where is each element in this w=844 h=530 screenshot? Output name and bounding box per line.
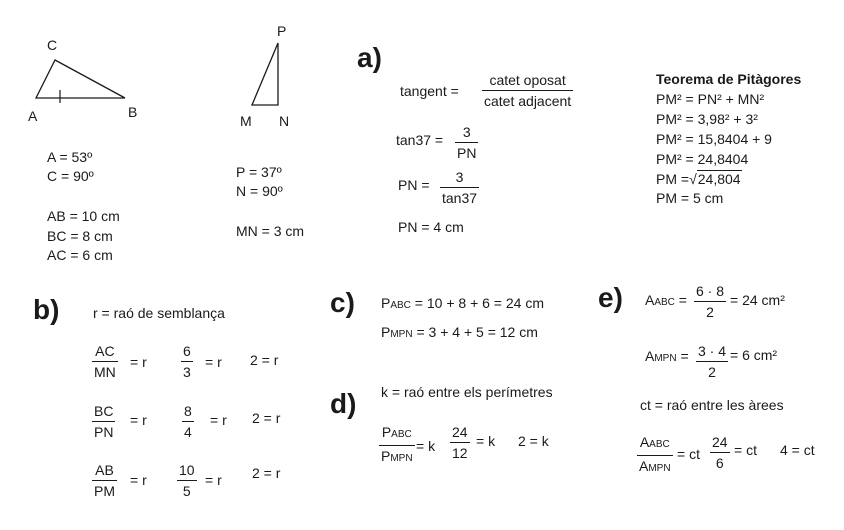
area-ratio-vnum: 24 [712,434,728,450]
area-ratio-den-subscript: MPN [648,463,671,474]
pythagoras-line-1: PM² = PN² + MN² [656,91,765,107]
section-b-heading: b) [33,294,60,325]
area-ratio-fraction [637,434,673,477]
mnp-side-mn: MN = 3 cm [236,223,305,239]
section-a-heading: a) [357,42,382,73]
vertex-label-b: B [128,104,138,120]
abc-side-bc: BC = 8 cm [47,228,113,244]
sqrt-symbol: √24,804 [689,171,741,187]
ratio-row-3-eq2: = r [205,472,222,488]
perimeter-ratio-num [380,424,414,443]
fraction-bar [694,301,726,302]
area-mpn-fraction [696,343,728,380]
tan37-denominator: PN [457,145,477,161]
perimeter-mpn-subscript: MPN [390,329,413,340]
perimeter-mpn-expression: = 3 + 4 + 5 = 12 cm [412,324,538,340]
ratio-row-3-vnum: 10 [179,462,195,478]
area-ratio-den-symbol: A [639,458,649,474]
ratio-row-2-fraction [92,403,115,440]
ratio-row-2-den: PN [94,424,114,440]
pythagoras-line-2: PM² = 3,98² + 3² [656,111,758,127]
tan37-fraction [455,124,478,161]
ratio-row-1-eq2: = r [205,354,222,370]
perimeter-abc-subscript: ABC [390,300,411,311]
ratio-row-1-den: MN [94,364,116,380]
fraction-bar [455,142,478,143]
perimeter-ratio-definition: k = raó entre els perímetres [381,384,553,400]
abc-side-ab: AB = 10 cm [47,208,120,224]
perimeter-ratio-num-symbol: P [381,424,392,440]
ratio-definition: r = raó de semblança [93,305,225,321]
fraction-bar [450,442,470,443]
perimeter-ratio-den [379,448,415,467]
abc-angle-a: A = 53º [47,149,93,165]
pn-fraction [440,169,479,206]
fraction-bar [92,480,117,481]
area-ratio-result: 4 = ct [780,442,815,458]
pythagoras-sqrt-line [656,171,742,187]
ratio-row-2-eq1: = r [130,412,147,428]
tangent-numerator: catet oposat [489,72,566,88]
mnp-angle-p: P = 37º [236,164,282,180]
area-abc-den: 2 [706,304,714,320]
vertex-label-a: A [28,108,38,124]
ratio-row-1-fraction [92,343,118,380]
ratio-row-1-result: 2 = r [250,352,279,368]
ratio-row-1-vnum: 6 [183,343,191,359]
area-abc-num: 6 · 8 [696,283,725,299]
perimeter-mpn-symbol: P [381,324,391,340]
section-c-heading: c) [330,287,355,318]
ratio-row-2-num: BC [94,403,114,419]
ratio-row-3-eq1: = r [130,472,147,488]
perimeter-ratio-num-subscript: ABC [391,429,412,440]
area-mpn-equals: = [680,348,689,364]
abc-side-ac: AC = 6 cm [47,247,113,263]
ratio-row-2-value-fraction [182,403,194,440]
area-abc-equals: = [678,292,687,308]
ratio-row-3-fraction [92,462,117,499]
perimeter-abc-expression: = 10 + 8 + 6 = 24 cm [410,295,544,311]
tangent-fraction [482,72,573,109]
area-abc-subscript: ABC [654,297,675,308]
area-ratio-num-symbol: A [639,434,650,450]
fraction-bar [92,361,118,362]
perimeter-ratio-vnum: 24 [452,424,468,440]
ratio-row-2-vnum: 8 [184,403,192,419]
pythagoras-result: PM = 5 cm [656,190,724,206]
area-abc-result: = 24 cm² [730,292,785,308]
vertex-label-m: M [240,113,252,129]
perimeter-ratio-result: 2 = k [518,433,549,449]
area-ratio-eq1: = ct [677,446,700,462]
pythagoras-line-3: PM² = 15,8404 + 9 [656,131,772,147]
vertex-label-c: C [47,37,58,53]
area-ratio-vden: 6 [715,455,724,471]
area-ratio-den [637,458,673,477]
area-ratio-value-fraction [710,434,730,471]
area-abc-label [645,292,687,311]
fraction-bar [440,187,479,188]
ratio-row-3-den: PM [94,483,115,499]
ratio-row-1-value-fraction [181,343,193,380]
ratio-row-3-vden: 5 [182,483,191,499]
tangent-label: tangent = [400,83,459,99]
area-mpn-subscript: MPN [654,353,677,364]
fraction-bar [92,421,115,422]
fraction-bar [696,361,728,362]
mnp-angle-n: N = 90º [236,183,283,199]
area-mpn-num: 3 · 4 [698,343,727,359]
tan37-label: tan37 = [396,132,444,148]
ratio-row-2-vden: 4 [184,424,192,440]
area-abc-symbol: A [645,292,655,308]
pythagoras-sqrt-prefix: PM = [656,171,690,187]
fraction-bar [637,455,673,456]
ratio-row-3-result: 2 = r [252,465,281,481]
perimeter-ratio-den-symbol: P [381,448,391,464]
fraction-bar [482,90,573,91]
area-ratio-definition: ct = raó entre les àrees [640,397,784,413]
fraction-bar [710,452,730,453]
triangle-abc-shape [36,60,125,98]
area-mpn-den: 2 [708,364,716,380]
pn-denominator: tan37 [442,190,478,206]
ratio-row-1-vden: 3 [183,364,191,380]
ratio-row-3-value-fraction [177,462,197,499]
perimeter-ratio-value-fraction [450,424,470,461]
perimeter-ratio-eq1: = k [416,438,436,454]
perimeter-abc-symbol: P [381,295,391,311]
perimeter-ratio-vden: 12 [452,445,468,461]
area-ratio-eq2: = ct [734,442,757,458]
section-d-heading: d) [330,388,357,419]
pn-numerator: 3 [455,169,464,185]
area-ratio-num [638,434,672,453]
sqrt-radicand: 24,804 [697,171,741,187]
area-abc-fraction [694,283,726,320]
area-mpn-result: = 6 cm² [730,347,778,363]
perimeter-abc [381,295,544,314]
tangent-denominator: catet adjacent [484,93,572,109]
section-e-heading: e) [598,282,623,313]
ratio-row-1-eq1: = r [130,354,147,370]
fraction-bar [177,480,197,481]
area-mpn-symbol: A [645,348,655,364]
triangle-mnp-shape [252,43,278,105]
pn-label: PN = [398,177,430,193]
area-ratio-num-subscript: ABC [649,439,670,450]
abc-angle-c: C = 90º [47,168,94,184]
perimeter-ratio-den-subscript: MPN [390,453,413,464]
fraction-bar [181,361,193,362]
ratio-row-1-num: AC [95,343,115,359]
area-mpn-label [645,348,689,367]
ratio-row-2-result: 2 = r [252,410,281,426]
perimeter-ratio-fraction [379,424,415,467]
perimeter-mpn [381,324,538,343]
ratio-row-3-num: AB [95,462,114,478]
pythagoras-title: Teorema de Pitàgores [656,71,802,87]
pythagoras-line-4: PM² = 24,8404 [656,151,749,167]
fraction-bar [182,421,194,422]
ratio-row-2-eq2: = r [210,412,227,428]
tan37-numerator: 3 [462,124,471,140]
pn-result: PN = 4 cm [398,219,464,235]
vertex-label-p: P [277,23,287,39]
fraction-bar [379,445,415,446]
perimeter-ratio-eq2: = k [476,433,496,449]
vertex-label-n: N [279,113,290,129]
